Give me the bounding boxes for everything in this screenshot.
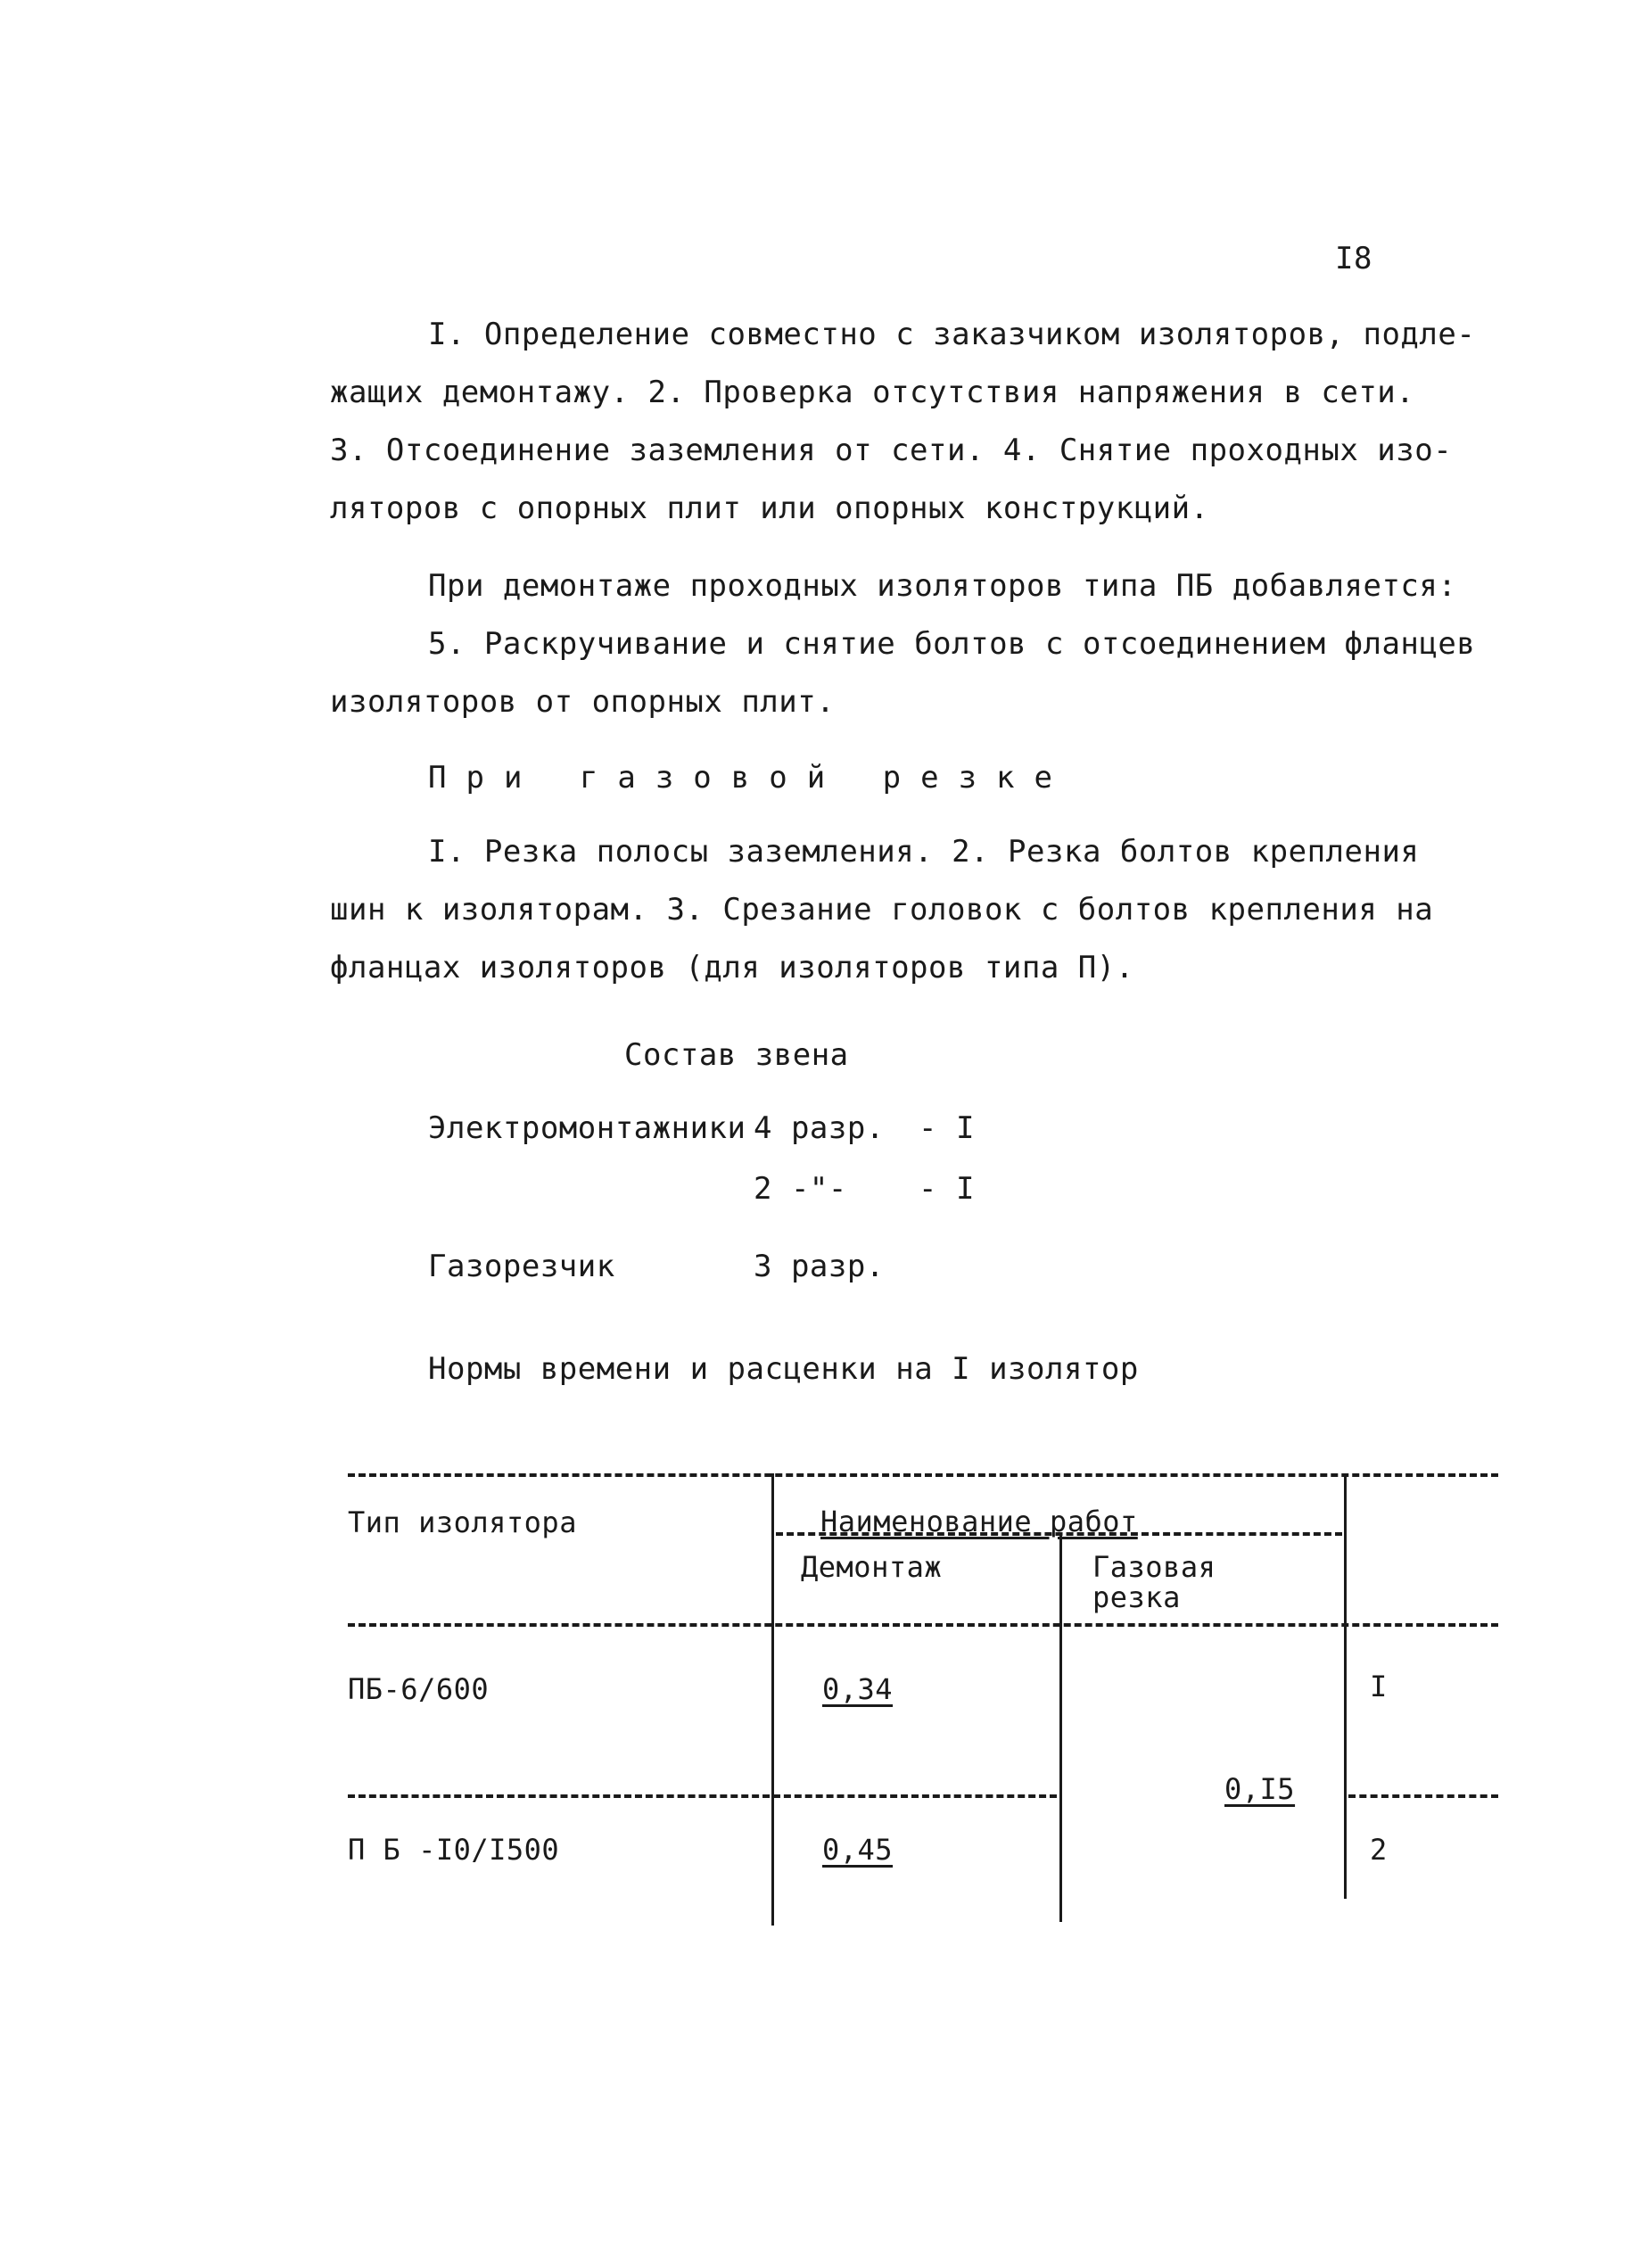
crew-grade-2: 2 -"- [754,1171,847,1207]
paragraph-3-line-2: шин к изоляторам. 3. Срезание головок с болтов крепления на [330,892,1434,928]
subheader-gas-cutting-1: Газовая [1092,1550,1216,1584]
crew-count-2: - I [919,1171,975,1207]
crew-grade-3: 3 разр. [754,1249,885,1284]
row-separator-rule-right [1348,1794,1498,1798]
crew-title: Состав звена [624,1037,849,1073]
paragraph-2-line-3: изоляторов от опорных плит. [330,684,836,720]
row-1-number: I [1370,1670,1388,1703]
row-2-dismantle: 0,45 [822,1833,894,1867]
table-top-rule [348,1473,1498,1477]
row-2-number: 2 [1370,1833,1388,1867]
table-divider-number [1344,1473,1347,1899]
row-1-type: ПБ-6/600 [348,1672,490,1706]
paragraph-1-line-4: ляторов с опорных плит или опорных конструкций. [330,491,1209,526]
paragraph-2-line-2: 5. Раскручивание и снятие болтов с отсоединением фланцев [428,626,1476,662]
paragraph-1-line-3: 3. Отсоединение заземления от сети. 4. Снятие проходных изо- [330,433,1453,468]
column-header-works: Наименование работ [820,1505,1138,1538]
table-divider-type [771,1473,774,1926]
row-2-type: П Б -I0/I500 [348,1833,560,1867]
paragraph-3-line-1: I. Резка полосы заземления. 2. Резка болтов крепления [428,834,1420,870]
norms-title: Нормы времени и расценки на I изолятор [428,1351,1139,1387]
crew-count-1: - I [919,1110,975,1146]
paragraph-1-line-2: жащих демонтажу. 2. Проверка отсутствия напряжения в сети. [330,375,1415,410]
column-header-insulator-type: Тип изолятора [348,1505,577,1539]
table-divider-dismantle [1059,1532,1062,1922]
row-1-dismantle: 0,34 [822,1672,894,1706]
header-bottom-rule [348,1623,1498,1627]
section-heading: При газовой резке [428,760,1072,796]
crew-grade-1: 4 разр. [754,1110,885,1146]
subheader-dismantle: Демонтаж [801,1550,943,1584]
row-separator-rule-left [348,1794,1057,1798]
subheader-gas-cutting-2: резка [1092,1580,1181,1614]
paragraph-1-line-1: I. Определение совместно с заказчиком изоляторов, подле- [428,317,1476,352]
paragraph-3-line-3: фланцах изоляторов (для изоляторов типа П). [330,950,1134,986]
crew-role-3: Газорезчик [428,1249,615,1284]
crew-role-1: Электромонтажники [428,1110,746,1146]
gas-cutting-value: 0,I5 [1224,1772,1296,1806]
paragraph-2-line-1: При демонтаже проходных изоляторов типа ПБ добавляется: [428,568,1457,604]
page-number: I8 [1335,241,1372,276]
